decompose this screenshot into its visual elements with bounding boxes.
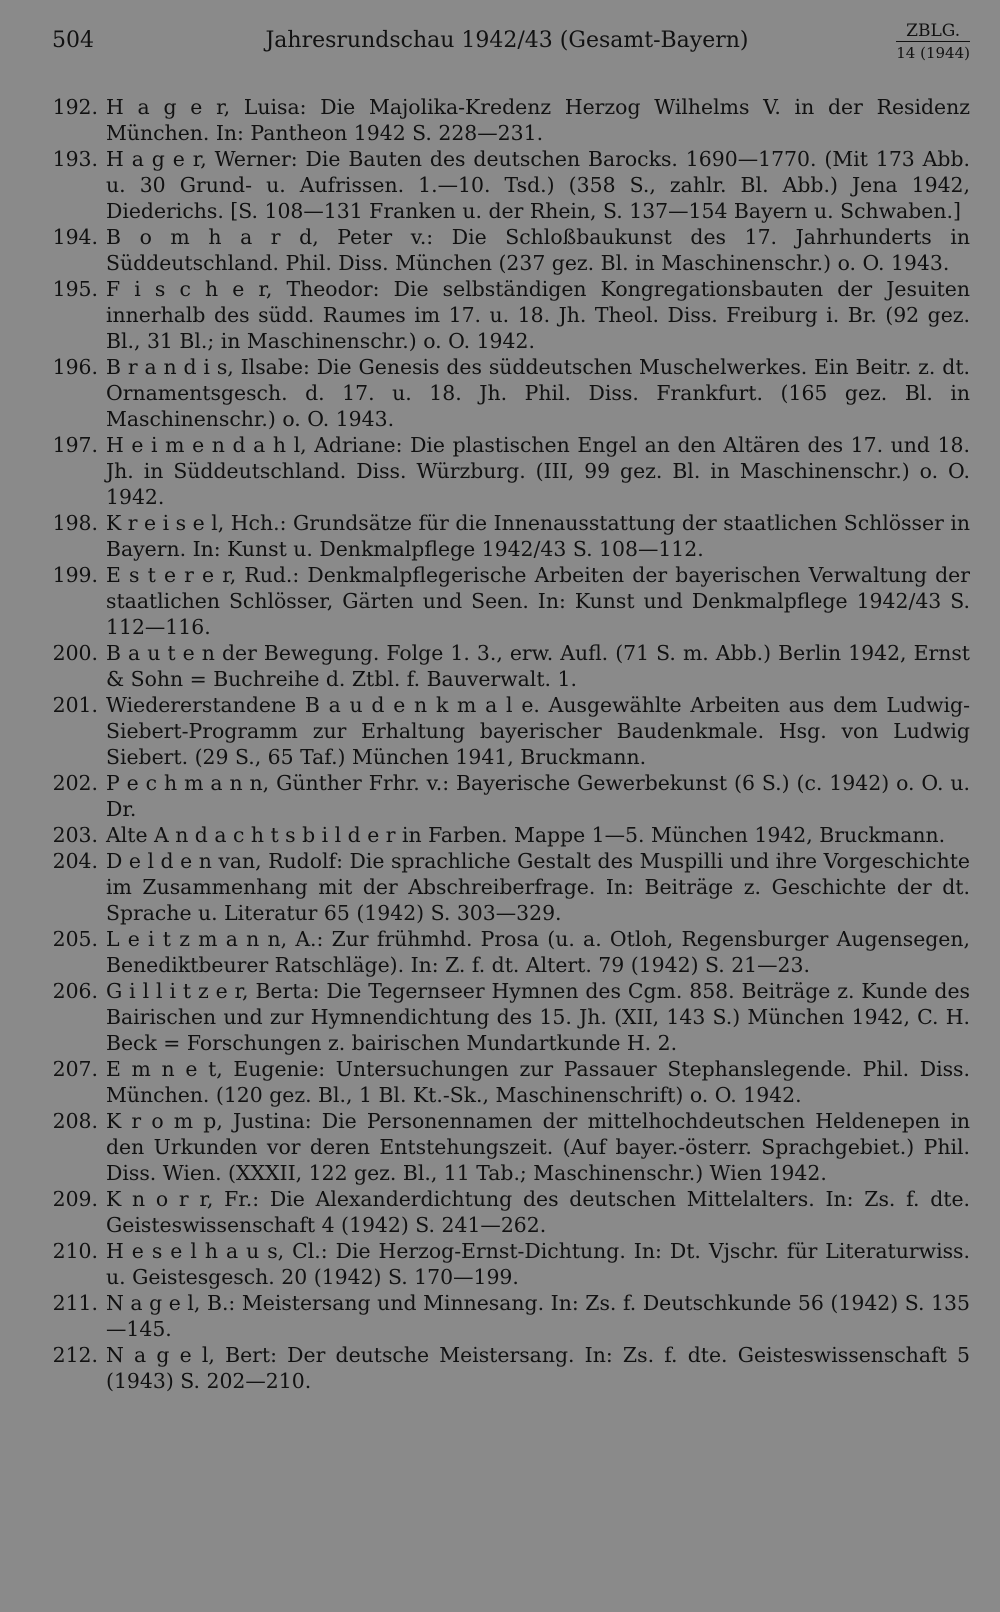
bibliography-entry — [44, 640, 970, 692]
entry-text: Wiedererstandene B a u d e n k m a l e. Ausgewählte Arbeiten aus dem Ludwig-Siebert-Programm zur Erhaltung bayerischer Baudenkmale. Hsg. von Ludwig Siebert. (29 S., 65 Taf.) München 1941, Bruckmann. — [106, 693, 970, 769]
entry-number: 212. — [52, 1343, 98, 1367]
bibliography-entry — [44, 770, 970, 822]
entry-number: 206. — [52, 979, 98, 1003]
entry-number: 198. — [52, 511, 98, 535]
bibliography-entry — [44, 94, 970, 146]
bibliography-entry — [44, 276, 970, 354]
page-header — [44, 22, 970, 74]
entry-number: 211. — [52, 1291, 98, 1315]
running-title: Jahresrundschau 1942/43 (Gesamt-Bayern) — [265, 28, 749, 53]
bibliography-entry — [44, 822, 970, 848]
entry-number: 208. — [52, 1109, 98, 1133]
bibliography-entry — [44, 562, 970, 640]
bibliography-entry — [44, 848, 970, 926]
entry-number: 194. — [52, 225, 98, 249]
bibliography-entry — [44, 224, 970, 276]
bibliography-entry — [44, 1186, 970, 1238]
entry-text: H e i m e n d a h l, Adriane: Die plastischen Engel an den Altären des 17. und 18. Jh. in Süddeutschland. Diss. Würzburg. (III, 99 gez. Bl. in Maschinenschr.) o. O. 1942. — [106, 433, 970, 509]
entry-text: N a g e l, B.: Meistersang und Minnesang. In: Zs. f. Deutschkunde 56 (1942) S. 135—145. — [106, 1291, 970, 1341]
entry-text: G i l l i t z e r, Berta: Die Tegernseer Hymnen des Cgm. 858. Beiträge z. Kunde des Bairischen und zur Hymnendichtung des 15. Jh. (XII, 143 S.) München 1942, C. H. Beck = Forschungen z. bairischen Mundartkunde H. 2. — [106, 979, 970, 1055]
entry-number: 200. — [52, 641, 98, 665]
entry-number: 209. — [52, 1187, 98, 1211]
entry-number: 196. — [52, 355, 98, 379]
journal-abbrev: ZBLG. — [896, 22, 970, 42]
entry-text: D e l d e n van, Rudolf: Die sprachliche Gestalt des Muspilli und ihre Vorgeschichte im Zusammenhang mit der Abschreiberfrage. In: Beiträge z. Geschichte der dt. Sprache u. Literatur 65 (1942) S. 303—329. — [106, 849, 970, 925]
journal-volume: 14 (1944) — [896, 44, 970, 62]
entry-text: P e c h m a n n, Günther Frhr. v.: Bayerische Gewerbekunst (6 S.) (c. 1942) o. O. u. Dr. — [106, 771, 970, 821]
entry-text: Alte A n d a c h t s b i l d e r in Farben. Mappe 1—5. München 1942, Bruckmann. — [106, 823, 946, 847]
bibliography-entry — [44, 1108, 970, 1186]
bibliography-entry — [44, 978, 970, 1056]
bibliography-entry — [44, 432, 970, 510]
page-number: 504 — [52, 28, 94, 53]
entry-text: F i s c h e r, Theodor: Die selbständigen Kongregationsbauten der Jesuiten innerhalb des südd. Raumes im 17. u. 18. Jh. Theol. Diss. Freiburg i. Br. (92 gez. Bl., 31 Bl.; in Maschinenschr.) o. O. 1942. — [106, 277, 970, 353]
bibliography-entry — [44, 146, 970, 224]
bibliography-list — [44, 94, 970, 1394]
entry-text: K r o m p, Justina: Die Personennamen der mittelhochdeutschen Heldenepen in den Urkunden vor deren Entstehungszeit. (Auf bayer.-österr. Sprachgebiet.) Phil. Diss. Wien. (XXXII, 122 gez. Bl., 11 Tab.; Maschinenschr.) Wien 1942. — [106, 1109, 970, 1185]
entry-number: 203. — [52, 823, 98, 847]
entry-number: 195. — [52, 277, 98, 301]
entry-text: E m n e t, Eugenie: Untersuchungen zur Passauer Stephanslegende. Phil. Diss. München. (120 gez. Bl., 1 Bl. Kt.-Sk., Maschinenschrift) o. O. 1942. — [106, 1057, 970, 1107]
bibliography-entry — [44, 1056, 970, 1108]
entry-number: 204. — [52, 849, 98, 873]
entry-number: 192. — [52, 95, 98, 119]
entry-text: N a g e l, Bert: Der deutsche Meistersang. In: Zs. f. dte. Geisteswissenschaft 5 (1943) S. 202—210. — [106, 1343, 970, 1393]
bibliography-entry — [44, 1238, 970, 1290]
journal-reference — [896, 22, 970, 62]
entry-text: H a g e r, Werner: Die Bauten des deutschen Barocks. 1690—1770. (Mit 173 Abb. u. 30 Grund- u. Aufrissen. 1.—10. Tsd.) (358 S., zahlr. Bl. Abb.) Jena 1942, Diederichs. [S. 108—131 Franken u. der Rhein, S. 137—154 Bayern u. Schwaben.] — [106, 147, 970, 223]
entry-text: L e i t z m a n n, A.: Zur frühmhd. Prosa (u. a. Otloh, Regensburger Augensegen, Benediktbeurer Ratschläge). In: Z. f. dt. Altert. 79 (1942) S. 21—23. — [106, 927, 970, 977]
entry-number: 193. — [52, 147, 98, 171]
entry-text: B r a n d i s, Ilsabe: Die Genesis des süddeutschen Muschelwerkes. Ein Beitr. z. dt. Ornamentsgesch. d. 17. u. 18. Jh. Phil. Diss. Frankfurt. (165 gez. Bl. in Maschinenschr.) o. O. 1943. — [106, 355, 970, 431]
entry-text: E s t e r e r, Rud.: Denkmalpflegerische Arbeiten der bayerischen Verwaltung der staatlichen Schlösser, Gärten und Seen. In: Kunst und Denkmalpflege 1942/43 S. 112—116. — [106, 563, 970, 639]
entry-number: 205. — [52, 927, 98, 951]
bibliography-entry — [44, 692, 970, 770]
entry-number: 197. — [52, 433, 98, 457]
bibliography-entry — [44, 354, 970, 432]
bibliography-entry — [44, 1290, 970, 1342]
bibliography-entry — [44, 926, 970, 978]
entry-number: 210. — [52, 1239, 98, 1263]
entry-text: B o m h a r d, Peter v.: Die Schloßbaukunst des 17. Jahrhunderts in Süddeutschland. Phil. Diss. München (237 gez. Bl. in Maschinenschr.) o. O. 1943. — [106, 225, 970, 275]
entry-text: H e s e l h a u s, Cl.: Die Herzog-Ernst-Dichtung. In: Dt. Vjschr. für Literaturwiss. u. Geistesgesch. 20 (1942) S. 170—199. — [106, 1239, 970, 1289]
entry-text: B a u t e n der Bewegung. Folge 1. 3., erw. Aufl. (71 S. m. Abb.) Berlin 1942, Ernst & Sohn = Buchreihe d. Ztbl. f. Bauverwalt. 1. — [106, 641, 970, 691]
entry-text: H a g e r, Luisa: Die Majolika-Kredenz Herzog Wilhelms V. in der Residenz München. In: Pantheon 1942 S. 228—231. — [106, 95, 970, 145]
entry-text: K n o r r, Fr.: Die Alexanderdichtung des deutschen Mittelalters. In: Zs. f. dte. Geisteswissenschaft 4 (1942) S. 241—262. — [106, 1187, 970, 1237]
entry-number: 207. — [52, 1057, 98, 1081]
entry-number: 202. — [52, 771, 98, 795]
entry-text: K r e i s e l, Hch.: Grundsätze für die Innenausstattung der staatlichen Schlösser in Bayern. In: Kunst u. Denkmalpflege 1942/43 S. 108—112. — [106, 511, 970, 561]
bibliography-entry — [44, 510, 970, 562]
bibliography-entry — [44, 1342, 970, 1394]
entry-number: 201. — [52, 693, 98, 717]
entry-number: 199. — [52, 563, 98, 587]
